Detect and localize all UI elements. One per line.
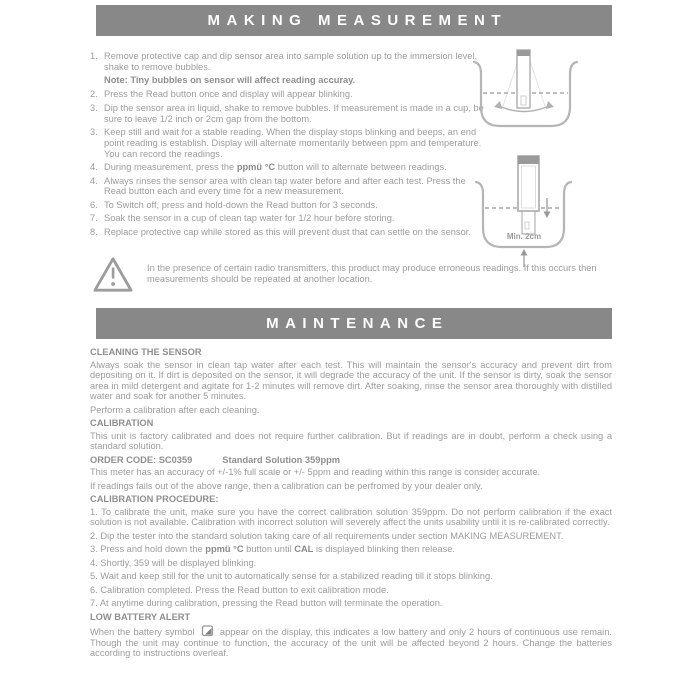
cleaning-heading: CLEANING THE SENSOR <box>90 347 202 357</box>
instruction-item-4b <box>90 176 486 198</box>
procedure-step-5: 5. Wait and keep still for the unit to automatically sense for a stabilized reading till it stops blinking. <box>90 571 493 581</box>
item-number: 4. <box>90 175 98 186</box>
battery-icon <box>201 624 214 637</box>
item-number: 7. <box>90 213 98 224</box>
cleaning-calibration-note: Perform a calibration after each cleaning. <box>90 404 260 415</box>
battery-text-post: appear on the display, this indicates a low battery and only 2 hours of continuous use remain. Though the unit may continue to function, the accuracy of the unit will be affected beyond 2 hours. Change the batteries according to instructions overleaf. <box>90 627 612 658</box>
instruction-item-8 <box>90 227 486 238</box>
instruction-item-7 <box>90 213 486 224</box>
step3-post: is displayed blinking then release. <box>313 544 455 554</box>
warning-triangle-icon <box>92 256 134 294</box>
instruction-item-6 <box>90 200 486 211</box>
item-text: Remove protective cap and dip sensor area into sample solution up to the immersion level, shake to remove bubbles. <box>104 51 478 72</box>
beaker-shake-diagram <box>466 46 612 148</box>
instruction-item-3a <box>90 103 486 125</box>
cal-display-label: CAL <box>294 544 314 554</box>
tester-body <box>517 50 530 108</box>
instruction-item-3b <box>90 127 486 160</box>
ppm-temp-button-label: ppmü °C <box>205 544 244 554</box>
ppm-temp-button-label: ppmü °C <box>236 162 276 173</box>
item-text: To Switch off, press and hold-down the Read button for 3 seconds. <box>104 199 378 210</box>
warning-text: In the presence of certain radio transmitters, this product may produce erroneous readings. If this occurs then measurements should be repeated at another location. <box>147 263 597 284</box>
min-gap-label: Min. 2cm <box>506 232 542 241</box>
calibration-paragraph: This unit is factory calibrated and does not require further calibration. But if readings are in doubt, perform a check using a standard solution. <box>90 430 612 451</box>
standard-solution-label: Standard Solution 359ppm <box>222 454 341 465</box>
section-header-making-measurement: MAKING MEASUREMENT <box>96 5 612 36</box>
calibration-heading: CALIBRATION <box>90 418 154 428</box>
order-code-line <box>90 455 612 466</box>
item-number: 4. <box>90 162 98 173</box>
instruction-item-1 <box>90 51 486 73</box>
item-text: Always rinses the sensor area with clean tap water before and after each test. Press the Read button each and every time for a new measurement. <box>104 175 466 197</box>
section-header-maintenance: MAINTENANCE <box>96 308 612 339</box>
item-text: Replace protective cap while stored as this will prevent dust that can settle on the sensor. <box>104 226 471 237</box>
item-number: 8. <box>90 226 98 237</box>
step3-mid: button until <box>243 544 295 554</box>
battery-text-pre: When the battery symbol <box>90 627 198 637</box>
cleaning-paragraph: Always soak the sensor in clean tap water after each test. This will maintain the sensor's accuracy and prevent dirt from depositing on it. If dirt is deposited on the sensor, it will degrade the accuracy of the unit. If the sensor is dirty, soak the sensor area in mild detergent and agitate for 1-2 minutes will remove dirt. After soaking, rinse the sensor area thoroughly with distilled water and soak for another 5 minutes. <box>90 359 612 401</box>
bottom-up-arrowhead <box>521 249 528 256</box>
item-number: 3. <box>90 102 98 113</box>
procedure-heading: CALIBRATION PROCEDURE: <box>90 494 219 504</box>
procedure-step-1: 1. To calibrate the unit, make sure you have the correct calibration solution 359ppm. Do not perform calibration if the exact solution is not available. Calibration with incorrect solution will severely affect the units usability until it is re-calibrated correctly. <box>90 506 612 527</box>
item-number: 3. <box>90 126 98 137</box>
tester-cap <box>517 50 530 56</box>
maintenance-section <box>90 346 612 662</box>
gap-down-arrowhead <box>544 212 551 219</box>
beaker-min-gap-diagram <box>466 149 612 271</box>
measurement-instructions <box>90 51 486 240</box>
item-text: Press the Read button once and display will appear blinking. <box>104 89 353 100</box>
arc-arrowhead-right <box>546 101 554 109</box>
radio-interference-warning <box>92 256 612 294</box>
procedure-step-6: 6. Calibration completed. Press the Read button to exit calibration mode. <box>90 584 389 595</box>
note-line: Note: Tiny bubbles on sensor will affect reading accuray. <box>104 75 356 86</box>
item-number: 2. <box>90 89 98 100</box>
item-text <box>104 162 486 173</box>
item-number: 6. <box>90 199 98 210</box>
tester-cap <box>518 156 539 164</box>
procedure-step-7: 7. At anytime during calibration, pressing the Read button will terminate the operation. <box>90 598 443 608</box>
item-text: Soak the sensor in a cup of clean tap water for 1/2 hour before storing. <box>104 213 395 224</box>
procedure-step-4: 4. Shortly, 359 will be displayed blinking. <box>90 557 257 568</box>
step3-pre: 3. Press and hold down the <box>90 544 206 554</box>
procedure-step-2: 2. Dip the tester into the standard solution taking care of all requirements under section MAKING MEASUREMENT. <box>90 530 564 541</box>
item-text: Dip the sensor area in liquid, shake to remove bubbles. If measurement is made in a cup, be sure to leave 1/2 inch or 2cm gap from the bottom. <box>104 102 484 124</box>
sensor-cage <box>522 209 535 234</box>
item-number: 1. <box>90 51 98 61</box>
low-battery-heading: LOW BATTERY ALERT <box>90 611 191 622</box>
item-text: Keep still and wait for a stable reading. When the display stops blinking and beeps, an end point reading is establish. Display will alternate momentarily between ppm and temperature. You can record the readings. <box>104 126 482 159</box>
procedure-step-3 <box>90 544 612 555</box>
instruction-item-4a <box>90 162 486 173</box>
arc-arrowhead-left <box>494 101 502 109</box>
low-battery-paragraph <box>90 624 612 659</box>
item-text-post: button will to alternate between readings. <box>275 162 447 173</box>
instruction-item-2 <box>90 89 486 100</box>
dealer-calibration-paragraph: If readings fails out of the above range, then a calibration can be perfromed by your dealer only. <box>90 480 483 491</box>
accuracy-paragraph: This meter has an accuracy of +/-1% full scale or +/- 5ppm and reading within this range is consider accurate. <box>90 467 541 477</box>
order-code: ORDER CODE: SC0359 <box>90 454 193 465</box>
item-text-pre: During measurement, press the <box>104 162 237 173</box>
